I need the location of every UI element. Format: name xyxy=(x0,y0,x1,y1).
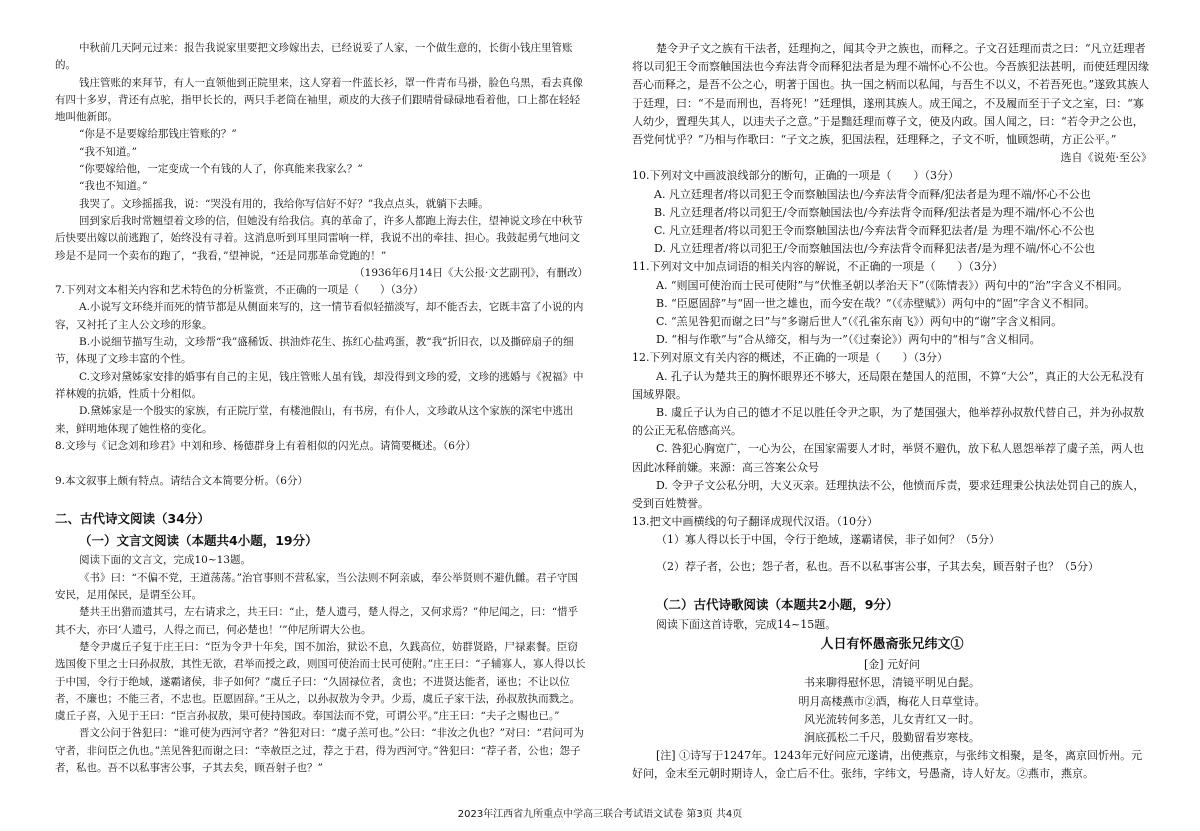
story-paragraph: “我不知道。” xyxy=(79,145,137,158)
q12-option-b: B. 虞丘子认为自己的德才不足以胜任令尹之职，为了楚国强大，他举荐孙叔敖代替自己，并为孙叔敖的公正无私倍感高兴。 xyxy=(632,406,1145,438)
story-paragraph: “你是不是要嫁给那钱庄管账的？” xyxy=(79,128,237,141)
q11-option-b: B. “臣愿固辞”与“固一世之雄也，而今安在哉？”（《赤壁赋》）两句中的“固”字含义不相同。 xyxy=(656,296,1096,310)
classical-paragraph: 楚令尹虞丘子复于庄王曰：“臣为令尹十年矣，国不加治，狱讼不息，久践高位，妨群贤路，尸禄素餐。臣窃选国俊下里之士曰孙叔敖，其性无欲，君举而授之政，则国可使治而士民可使附。”庄王曰：“子辅寡人，寡人得以长于中国，令行于绝域，遂霸诸侯，非子如何？”虞丘子曰：“久固禄位者，贪也；不进贤达能者，诬也；不让以位者，不廉也；不能三者，不忠也。臣愿固辞。”王从之，以孙叔敖为令尹。少焉，虞丘子家干法，孙叔敖执而戮之。虞丘子喜，入见于王曰：“臣言孙叔敖，果可使持国政。奉国法而不党，可谓公平。”庄王曰：“夫子之赐也已。” xyxy=(55,640,586,723)
q12-option-a: A. 孔子认为楚共王的胸怀眼界还不够大，还局限在楚国人的范围，不算“大公”，真正的大公无私没有国域界限。 xyxy=(632,369,1145,401)
classical-paragraph: 《书》曰：“不偏不党，王道荡荡。”治官事则不营私家，当公法则不阿亲戚，奉公举贤则不避仇雠。君子守国安民，足用保民，是谓至公耳。 xyxy=(55,571,578,602)
reading-instruction: 阅读下面的文言文，完成10~13题。 xyxy=(79,554,252,567)
answer-space xyxy=(632,576,1152,594)
question-12: 12.下列对原文有关内容的概述，不正确的一项是（ ）（3分） xyxy=(632,351,948,365)
story-paragraph: 中秋前几天阿元过来：报告我说家里要把文珍嫁出去，已经说妥了人家，一个做生意的，长街小钱庄里管账的。 xyxy=(55,42,573,72)
poem-title: 人日有怀愚斋张兄纬文① xyxy=(820,637,964,653)
answer-space xyxy=(55,490,588,508)
answer-space xyxy=(55,455,588,473)
q13-item-1: （1）寡人得以长于中国，令行于绝域，遂霸诸侯，非子如何？（5分） xyxy=(656,533,1000,547)
q10-option-a: A. 凡立廷理者/将以司犯王令而察触国法也/今弃法背令而释/犯法者是为理不端/怀心不公也 xyxy=(654,187,1091,201)
classical-paragraph: 楚令尹子文之族有干法者，廷理拘之，闻其令尹之族也，而释之。子文召廷理而责之曰：“凡立廷理者将以司犯王令而察触国法也今弃法背令而释犯法者是为理不端怀心不公也。今吾族犯法甚明，而使廷理因缘吾心而释之，是吾不公之心，明著于国也。执一国之柄而以私闻，与吾生不以义，不若吾死也。”遂致其族人于廷理，曰：“不是而刑也，吾将死！”廷理惧，遂刑其族人。成王闻之，不及履而至于子文之室，曰：“寡人幼少，置理失其人，以违夫子之意。”于是黜廷理而尊子文，使及内政。国人闻之，曰：“若令尹之公也，吾党何忧乎？”乃相与作歌曰：“子文之族，犯国法程，廷理释之，子文不听，恤顾怨萌，方正公平。” xyxy=(632,42,1150,147)
answer-space xyxy=(632,550,1152,558)
page-footer: 2023年江西省九所重点中学高三联合考试语文试卷 第3页 共4页 xyxy=(457,809,743,820)
classical-paragraph: 楚共王出猎而遗其弓，左右请求之，共王曰：“止，楚人遗弓，楚人得之，又何求焉？”仲尼闻之，曰：“惜乎其不大，亦曰‘人遗弓，人得之而已，何必楚也！’”仲尼所谓大公也。 xyxy=(55,606,579,636)
q7-option-d: D.黛姊家是一个殷实的家族，有正院厅堂，有楼池假山，有书房，有仆人，文珍敢从这个家族的深宅中逃出来，鲜明地体现了她性格的变化。 xyxy=(55,405,574,435)
q12-option-c: C. 咎犯心胸宽广，一心为公，在国家需要人才时，举贤不避仇，放下私人恩怨举荐了虞子羔，两人也因此冰释前嫌。来源：高三答案公众号 xyxy=(632,442,1145,474)
poem-note: [注] ①诗写于1247年。1243年元好问应元遂请，出使燕京，与张纬文相聚，是冬，离京回忻州。元好问，金末至元朝时期诗人，金亡后不仕。张纬，字纬文，号愚斋，诗人好友。②燕市，燕京。 xyxy=(632,749,1143,781)
q10-option-c: C. 凡立廷理者/将以司犯王令而察触国法也/今弃法背令而释犯法者/是 为理不端/怀心不公也 xyxy=(654,224,1095,238)
q7-option-c: C.文珍对黛姊家安排的婚事有自己的主见，钱庄管账人虽有钱，却没得到文珍的爱，文珍的逃婚与《祝福》中祥林嫂的抗婚，性质十分相似。 xyxy=(55,370,584,400)
subsection-heading: （二）古代诗歌阅读（本题共2小题，9分） xyxy=(656,596,899,612)
question-9: 9.本文叙事上颇有特点。请结合文本简要分析。（6分） xyxy=(55,475,308,488)
q11-option-d: D. “相与作歌”与“合从缔交，相与为一”（《过秦论》）两句中的“相与”含义相同。 xyxy=(656,333,1041,347)
classical-paragraph: 晋文公问于咎犯曰：“谁可使为西河守者？”咎犯对曰：“虞子羔可也。”公曰：“非汝之仇也？”对曰：“君问可为守者，非问臣之仇也。”羔见咎犯而谢之曰：“幸赦臣之过，荐之于君，得为西河守。”咎犯曰：“荐子者，公也；怨子者，私也。吾不以私事害公事，子其去矣，顾吾射子也？” xyxy=(55,727,584,774)
poem-instruction: 阅读下面这首诗歌，完成14~15题。 xyxy=(656,617,837,631)
q7-option-a: A.小说写文环绕并而死的情节都是从侧面来写的，这一情节看似轻描淡写，却不能否去，它既丰富了小说的内容，又衬托了主人公文珍的形象。 xyxy=(55,301,584,331)
subsection-heading: （一）文言文阅读（本题共4小题，19分） xyxy=(79,533,318,549)
classical-source: 选自《说苑·至公》 xyxy=(1060,151,1152,165)
left-column xyxy=(55,40,588,777)
q11-option-a: A. “则国可使治而士民可使附”与“伏惟圣朝以孝治天下”（《陈情表》）两句中的“治”字含义不相同。 xyxy=(656,278,1129,292)
story-paragraph: 回到家后我时常翘望着文珍的信，但她没有给我信。真的革命了，许多人都跑上海去住，望神说文珍在中秋节后快要出嫁以前逃跑了，始终没有寻着。这消息听到耳里同雷响一样，我说不出的牵挂、担心。我鼓起勇气地问文珍是不是同一个卖布的跑了，“我看，”望神说，“还是同那革命党跑的！” xyxy=(55,214,583,262)
story-paragraph: 钱庄管账的来拜节，有人一直领他到正院里来，这人穿着一件蓝长衫，罩一件青布马褂，脸色乌黑，看去真像有四十多岁，背还有点驼，指甲长长的，两只手老筒在袖里，顽皮的大孩子们跟晴骨碌碌地看着他，口上都在轻轻地叫他新郎。 xyxy=(55,76,583,124)
section-heading: 二、古代诗文阅读（34分） xyxy=(55,511,210,527)
q7-option-b: B.小说细节描写生动，文珍帮“我”盛稀饭、拱油炸花生、拣红心盐鸡蛋，教“我”折旧衣，以及撕碎扇子的细节，体现了文珍丰富的个性。 xyxy=(55,336,574,366)
q10-option-d: D. 凡立廷理者/将以司犯王/令而察触国法也/今弃法背令而释犯法者/是为理不端/怀心不公也 xyxy=(654,242,1095,256)
story-paragraph: “我也不知道。” xyxy=(79,180,148,193)
question-8: 8.文珍与《记念刘和珍君》中刘和珍、杨德群身上有着相似的闪光点。请简要概述。（6分） xyxy=(55,439,476,452)
q11-option-c: C. “羔见咎犯而谢之曰”与“多谢后世人”（《孔雀东南飞》）两句中的“谢”字含义相同。 xyxy=(656,315,1063,329)
poem-author: [金] 元好问 xyxy=(863,658,921,672)
story-source: （1936年6月14日《大公报·文艺副刊》，有删改） xyxy=(354,266,588,279)
question-7: 7.下列对文本相关内容和艺术特色的分析鉴赏，不正确的一项是（ ）（3分） xyxy=(55,284,424,297)
question-11: 11.下列对文中加点词语的相关内容的解说，不正确的一项是（ ）（3分） xyxy=(632,260,1003,274)
poem-line: 明月高楼燕市②酒，梅花人日草堂诗。 xyxy=(798,694,986,708)
story-paragraph: 我哭了。文珍摇摇我，说：“哭没有用的，我给你写信好不好？”我点点头，就躺下去睡。 xyxy=(79,197,489,210)
right-column xyxy=(632,40,1152,784)
q13-item-2: （2）荐子者，公也；怨子者，私也。吾不以私事害公事，子其去矣，顾吾射子也？（5分） xyxy=(656,559,1099,573)
question-13: 13.把文中画横线的句子翻译成现代汉语。（10分） xyxy=(632,515,878,529)
q10-option-b: B. 凡立廷理者/将以司犯王/令而察触国法也/今弃法背令而释/犯法者是为理不端/怀心不公也 xyxy=(654,205,1095,219)
question-10: 10.下列对文中画波浪线部分的断句，正确的一项是（ ）（3分） xyxy=(632,169,959,183)
q12-option-d: D. 令尹子文公私分明，大义灭亲。廷理执法不公，他愤而斥责，要求廷理秉公执法处罚自己的族人，受到百姓赞誉。 xyxy=(632,478,1145,511)
poem-line: 风光流转何多恙，儿女青红又一时。 xyxy=(804,712,980,726)
poem-line: 涧底孤松二千尺，殷勤留看岁寒枝。 xyxy=(804,730,980,744)
story-paragraph: “你要嫁给他，一定变成一个有钱的人了，你真能来我家么？” xyxy=(79,163,363,176)
poem-line: 书来聊得慰怀思，清镜平明见白髭。 xyxy=(804,676,980,690)
